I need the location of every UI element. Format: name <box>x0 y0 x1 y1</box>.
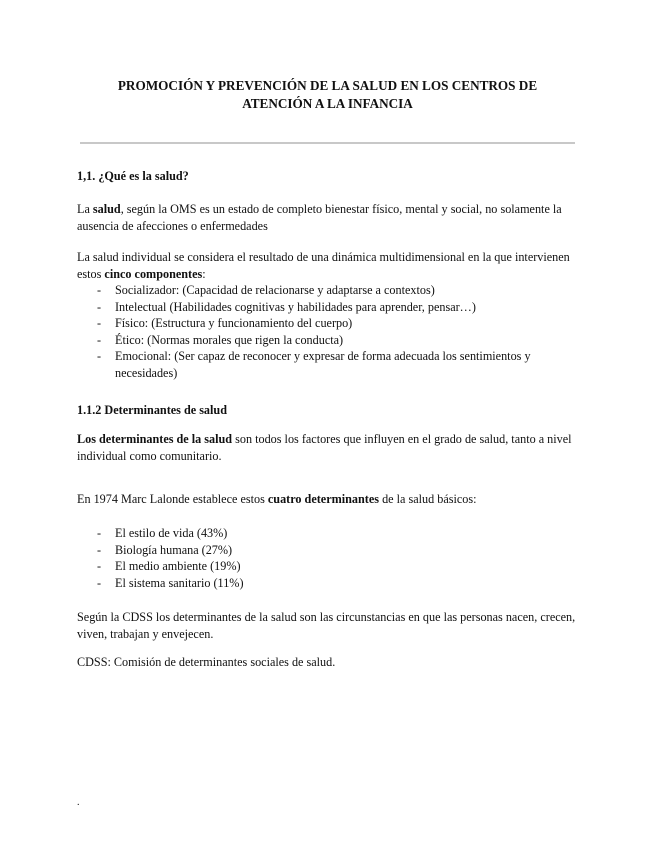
determinants-list-wrapper <box>77 525 582 591</box>
p2-text-post: : <box>202 266 206 281</box>
list-item: - Emocional: (Ser capaz de reconocer y expresar de forma adecuada los sentimientos y necesidades) <box>77 348 582 381</box>
title-line-2: ATENCIÓN A LA INFANCIA <box>242 96 413 111</box>
cdss-definition: CDSS: Comisión de determinantes sociales de salud. <box>77 655 336 669</box>
list-item: - Socializador: (Capacidad de relacionarse y adaptarse a contextos) <box>77 282 582 299</box>
p2-text-pre: La salud individual se considera el resultado de una dinámica multidimensional en la que intervienen estos <box>77 250 570 281</box>
list-item: - Biología humana (27%) <box>77 542 582 559</box>
section-2-heading: 1.1.2 Determinantes de salud <box>77 403 227 417</box>
footer-mark: . <box>77 797 80 808</box>
section-1-heading: 1,1. ¿Qué es la salud? <box>77 169 189 183</box>
components-list <box>77 282 582 382</box>
p1-text-post: , según la OMS es un estado de completo bienestar físico, mental y social, no solamente la ausencia de afecciones o enfermedades <box>77 202 562 233</box>
p4-text-pre: En 1974 Marc Lalonde establece estos <box>77 492 268 506</box>
p1-text-pre: La <box>77 202 93 216</box>
list-item: - El medio ambiente (19%) <box>77 558 582 575</box>
list-item: - Físico: (Estructura y funcionamiento del cuerpo) <box>77 315 582 332</box>
list-item: - El sistema sanitario (11%) <box>77 575 582 592</box>
components-list-wrapper <box>77 282 582 382</box>
list-item: - El estilo de vida (43%) <box>77 525 582 542</box>
p2-bold-term: cinco componentes <box>104 266 203 281</box>
list-item: - Intelectual (Habilidades cognitivas y habilidades para aprender, pensar…) <box>77 299 582 316</box>
cdss-paragraph: Según la CDSS los determinantes de la salud son las circunstancias en que las personas nacen, crecen, viven, trabajan y envejecen. <box>77 610 576 641</box>
determinants-list <box>77 525 582 591</box>
p3-bold-term: Los determinantes de la salud <box>77 432 233 446</box>
list-item: - Ético: (Normas morales que rigen la conducta) <box>77 332 582 349</box>
components-intro-paragraph <box>77 249 582 282</box>
health-definition-paragraph <box>77 201 582 234</box>
lalonde-paragraph <box>77 491 582 508</box>
horizontal-divider <box>80 142 575 144</box>
p3-text-post: son todos los factores que influyen en el grado de salud, tanto a nivel individual como comunitario. <box>77 432 572 463</box>
p4-text-post: de la salud básicos: <box>379 492 477 506</box>
determinants-definition-paragraph <box>77 431 582 464</box>
title-line-1: PROMOCIÓN Y PREVENCIÓN DE LA SALUD EN LOS CENTROS DE <box>117 78 538 93</box>
p1-bold-term: salud <box>92 202 121 216</box>
document-title <box>60 77 595 113</box>
p4-bold-term: cuatro determinantes <box>267 492 380 506</box>
